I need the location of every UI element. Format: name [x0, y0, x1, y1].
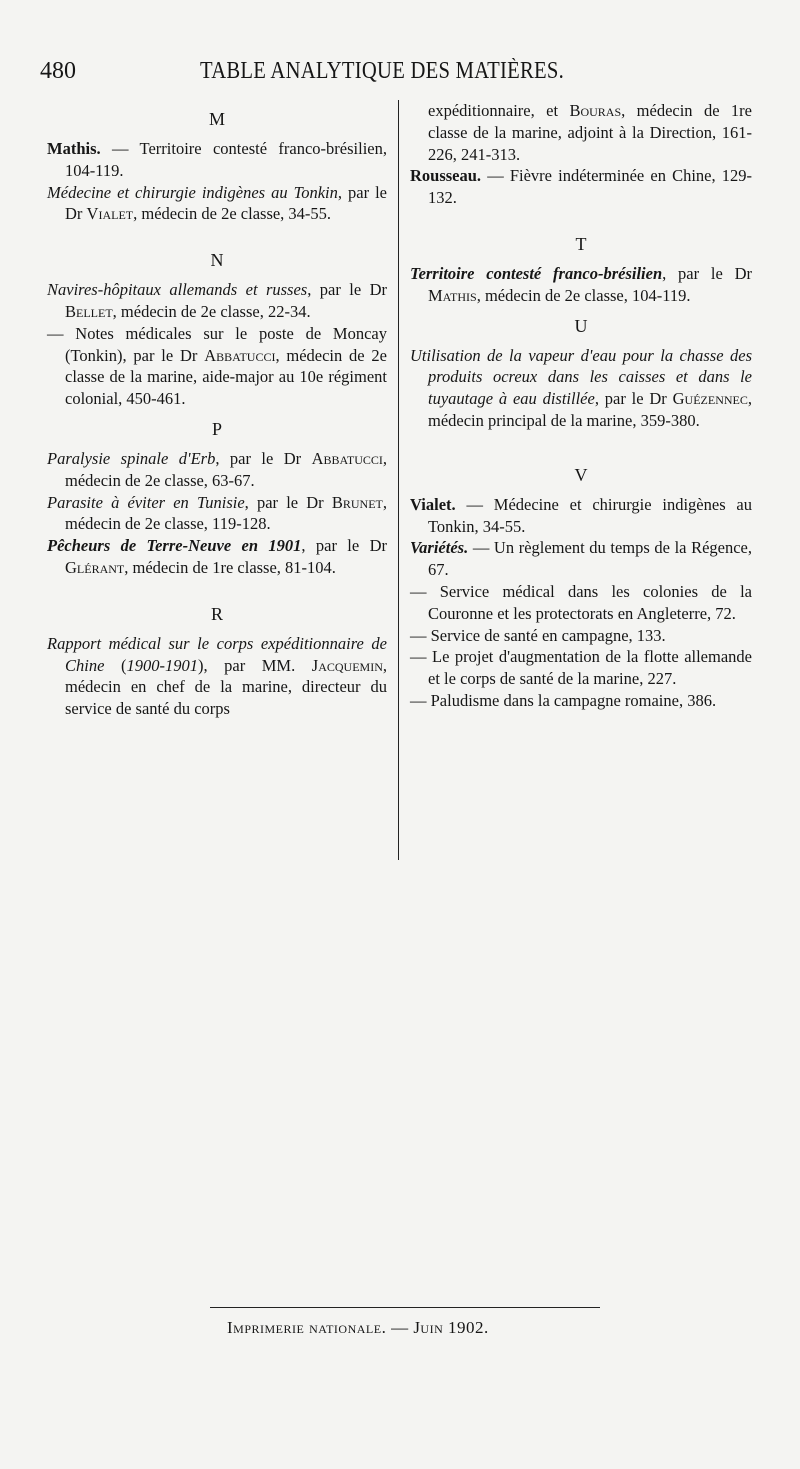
entry-text: Médecine et chirurgie indigènes au Tonkin	[47, 182, 338, 202]
entry-text: , médecin en chef de la marine, directeur du service de santé du corps	[65, 655, 387, 719]
entry-text: Glérant	[65, 557, 125, 577]
index-entry	[410, 345, 752, 432]
index-entry	[410, 165, 752, 209]
entry-text: , médecin de 2e classe de la marine, aide-major au 10e régiment colonial, 450-461.	[65, 345, 387, 409]
entry-text: Vialet	[86, 204, 134, 224]
entry-text: — Service médical dans les colonies de la Couronne et les protectorats en Angleterre, 72.	[410, 581, 752, 623]
entry-text: Abbatucci	[311, 448, 383, 468]
index-entry	[47, 182, 387, 226]
index-entry	[47, 279, 387, 323]
index-entry	[47, 633, 387, 720]
entry-text: Guézennec	[672, 389, 748, 409]
index-entry	[47, 535, 387, 579]
section-letter-u: U	[574, 315, 588, 336]
index-entry	[410, 581, 752, 625]
section-letter-p: P	[211, 418, 222, 439]
index-entry	[410, 537, 752, 581]
entry-text: , médecin de 2e classe, 119-128.	[65, 492, 387, 534]
entry-text: Pêcheurs de Terre-Neuve en 1901	[47, 536, 302, 556]
entry-text: — Service de santé en campagne, 133.	[410, 625, 666, 645]
entry-text: (	[104, 655, 127, 675]
entry-text: — Fièvre indéterminée en Chine, 129-132.	[428, 166, 752, 208]
entry-text: Parasite à éviter en Tunisie	[47, 492, 245, 512]
section-letter-t: T	[575, 233, 587, 254]
entry-text: , médecin de 2e classe, 63-67.	[65, 448, 388, 490]
entry-text: , par le Dr	[307, 280, 387, 300]
index-entry	[410, 646, 752, 690]
entry-text: Vialet.	[410, 494, 456, 514]
entry-text: , médecin de 1re classe, 81-104.	[124, 557, 336, 577]
index-entry	[410, 494, 752, 538]
entry-text: Territoire contesté franco-brésilien	[410, 263, 663, 283]
entry-text: Mathis.	[47, 139, 101, 158]
column-divider	[398, 100, 399, 860]
entry-text: , par le Dr	[244, 492, 332, 512]
entry-text: Rapport médical sur le corps expéditionnaire de Chine	[47, 633, 387, 675]
entry-text: — Le projet d'augmentation de la flotte allemande et le corps de santé de la marine, 227.	[410, 647, 752, 689]
page-number: 480	[40, 58, 76, 84]
entry-text: — Paludisme dans la campagne romaine, 386.	[410, 690, 717, 710]
entry-text: Variétés.	[410, 538, 469, 558]
entry-text: , par le Dr	[594, 389, 673, 409]
entry-text: , par le Dr	[65, 182, 387, 224]
entry-text: — Un règlement du temps de la Régence, 67.	[428, 538, 752, 580]
entry-text: — Territoire contesté franco-brésilien, 104-119.	[65, 139, 387, 180]
index-entry	[47, 448, 387, 492]
entry-text: Brunet	[331, 492, 383, 512]
entry-text: , médecin de 2e classe, 104-119.	[476, 285, 691, 305]
index-entry	[410, 263, 752, 307]
index-entry	[47, 323, 387, 410]
entry-text: , médecin principal de la marine, 359-380.	[428, 389, 752, 430]
entry-text: Navires-hôpitaux allemands et russes	[47, 280, 308, 300]
entry-text: — Médecine et chirurgie indigènes au Tonkin, 34-55.	[428, 494, 752, 536]
entry-text: 1900-1901	[126, 655, 198, 675]
printer-imprint: Imprimerie nationale. — Juin 1902.	[227, 1318, 489, 1337]
entry-text: , médecin de 1re classe de la marine, adjoint à la Direction, 161-226, 241-313.	[428, 101, 752, 164]
entry-text: Utilisation de la vapeur d'eau pour la chasse des produits ocreux dans les caisses et dans le tuyautage à eau distillée	[410, 345, 752, 409]
running-title: TABLE ANALYTIQUE DES MATIÈRES.	[200, 58, 565, 84]
index-entry	[47, 492, 387, 536]
page-header	[40, 52, 590, 92]
section-letter-r: R	[210, 603, 223, 624]
entry-text: expéditionnaire, et	[428, 101, 570, 120]
entry-text: Jacquemin	[311, 655, 383, 675]
entry-text: Rousseau.	[410, 166, 482, 186]
section-letter-n: N	[210, 250, 224, 271]
section-letter-v: V	[574, 464, 588, 485]
entry-text: Bouras	[569, 101, 622, 120]
entry-text: , médecin de 2e classe, 22-34.	[112, 301, 311, 321]
entry-text: Paralysie spinale d'Erb	[47, 448, 216, 468]
entry-text: — Notes médicales sur le poste de Moncay (Tonkin), par le Dr	[47, 323, 387, 365]
entry-text: , par le Dr	[662, 263, 752, 283]
entry-text: Bellet	[65, 301, 113, 321]
index-entry	[47, 138, 387, 182]
index-column-left	[47, 100, 387, 720]
footer-rule	[210, 1307, 600, 1308]
index-entry	[410, 625, 752, 647]
entry-text: , par le Dr	[301, 536, 387, 556]
entry-text: , médecin de 2e classe, 34-55.	[133, 204, 332, 224]
index-entry	[410, 690, 752, 712]
entry-text: Mathis	[428, 285, 477, 305]
index-entry	[410, 100, 752, 165]
index-column-right	[410, 100, 752, 712]
entry-text: , par le Dr	[215, 448, 312, 468]
entry-text: Abbatucci	[204, 345, 276, 365]
entry-text: ), par MM.	[197, 655, 312, 675]
section-letter-m: M	[208, 109, 225, 129]
